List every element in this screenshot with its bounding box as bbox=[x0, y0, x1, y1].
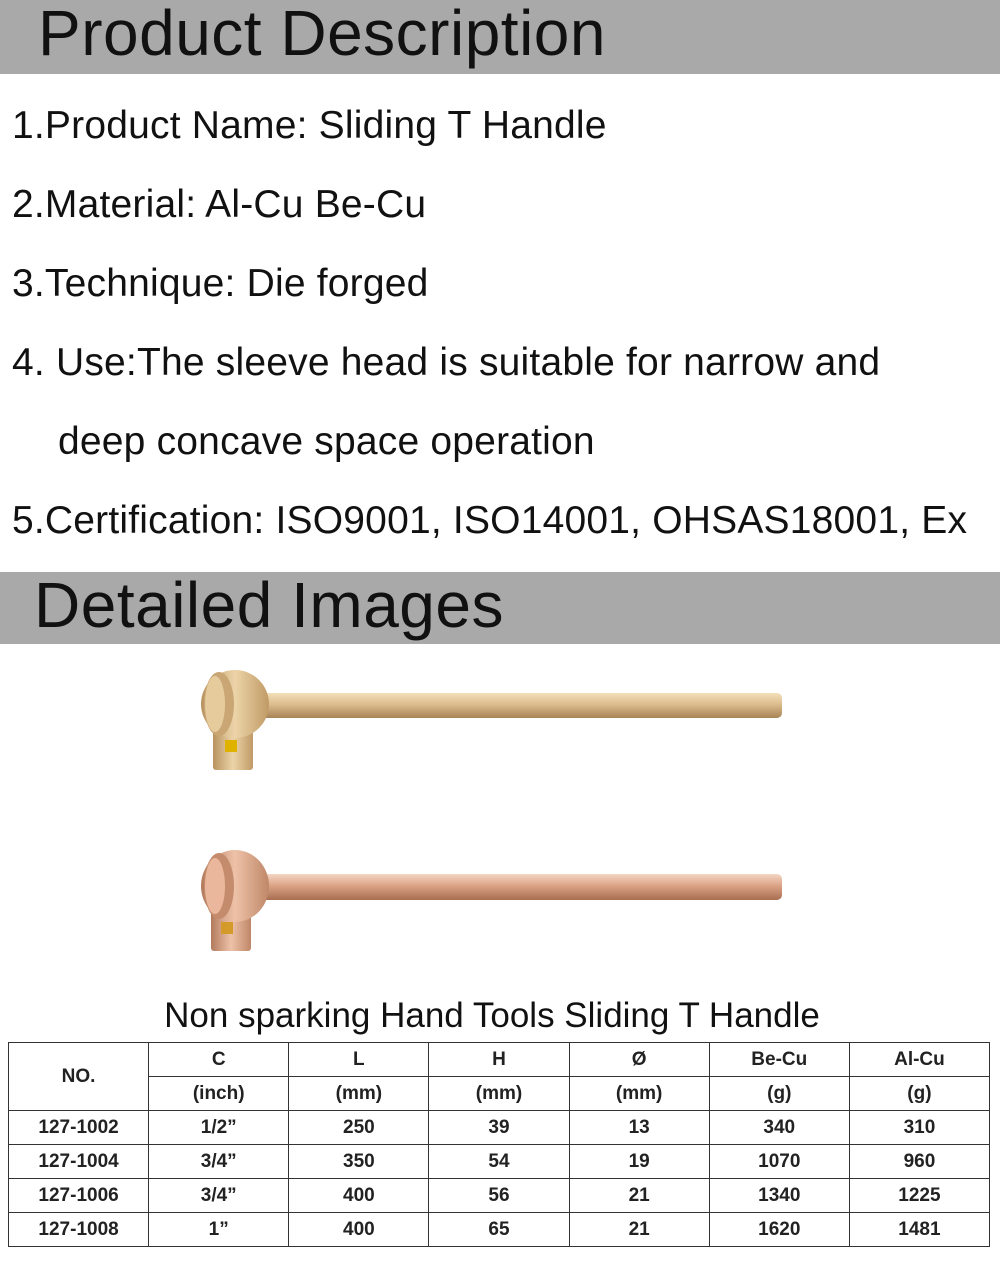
table-row bbox=[9, 1213, 990, 1247]
table-cell: 65 bbox=[429, 1213, 569, 1247]
table-cell: 39 bbox=[429, 1111, 569, 1145]
detailed-images-banner bbox=[0, 569, 1000, 644]
table-cell: 400 bbox=[289, 1179, 429, 1213]
table-cell: 13 bbox=[569, 1111, 709, 1145]
table-cell: 3/4” bbox=[149, 1179, 289, 1213]
header-cell: C bbox=[149, 1043, 289, 1077]
be-cu-sliding-t-handle-image bbox=[195, 842, 795, 957]
table-cell: 21 bbox=[569, 1213, 709, 1247]
table-cell: 400 bbox=[289, 1213, 429, 1247]
header-cell: L bbox=[289, 1043, 429, 1077]
header-no: NO. bbox=[9, 1043, 149, 1111]
table-cell: 127-1008 bbox=[9, 1213, 149, 1247]
table-cell: 127-1002 bbox=[9, 1111, 149, 1145]
unit-cell: (inch) bbox=[149, 1077, 289, 1111]
product-description-heading: Product Description bbox=[38, 0, 606, 69]
unit-cell: (mm) bbox=[569, 1077, 709, 1111]
table-cell: 1340 bbox=[709, 1179, 849, 1213]
table-cell: 350 bbox=[289, 1145, 429, 1179]
header-cell: H bbox=[429, 1043, 569, 1077]
use-line-continued: deep concave space operation bbox=[58, 420, 595, 463]
table-cell: 1225 bbox=[849, 1179, 989, 1213]
unit-cell: (g) bbox=[709, 1077, 849, 1111]
certification-line: 5.Certification: ISO9001, ISO14001, OHSAS18001, Ex bbox=[12, 499, 968, 542]
table-cell: 250 bbox=[289, 1111, 429, 1145]
table-row bbox=[9, 1111, 990, 1145]
table-row bbox=[9, 1145, 990, 1179]
table-cell: 54 bbox=[429, 1145, 569, 1179]
table-cell: 960 bbox=[849, 1145, 989, 1179]
table-cell: 1” bbox=[149, 1213, 289, 1247]
al-cu-sliding-t-handle-image bbox=[195, 664, 795, 774]
header-cell: Ø bbox=[569, 1043, 709, 1077]
spec-table bbox=[8, 1042, 990, 1247]
spec-table-title: Non sparking Hand Tools Sliding T Handle bbox=[164, 996, 820, 1035]
table-cell: 1/2” bbox=[149, 1111, 289, 1145]
product-name-line: 1.Product Name: Sliding T Handle bbox=[12, 104, 607, 147]
table-cell: 127-1006 bbox=[9, 1179, 149, 1213]
unit-cell: (mm) bbox=[289, 1077, 429, 1111]
unit-cell: (mm) bbox=[429, 1077, 569, 1111]
table-cell: 127-1004 bbox=[9, 1145, 149, 1179]
table-cell: 21 bbox=[569, 1179, 709, 1213]
table-cell: 3/4” bbox=[149, 1145, 289, 1179]
table-cell: 56 bbox=[429, 1179, 569, 1213]
table-header-row bbox=[9, 1043, 990, 1077]
detailed-images-heading: Detailed Images bbox=[34, 569, 504, 641]
table-cell: 1070 bbox=[709, 1145, 849, 1179]
material-line: 2.Material: Al-Cu Be-Cu bbox=[12, 183, 427, 226]
table-cell: 340 bbox=[709, 1111, 849, 1145]
table-cell: 310 bbox=[849, 1111, 989, 1145]
table-cell: 1620 bbox=[709, 1213, 849, 1247]
table-units-row bbox=[9, 1077, 990, 1111]
header-cell: Al-Cu bbox=[849, 1043, 989, 1077]
table-cell: 19 bbox=[569, 1145, 709, 1179]
table-row bbox=[9, 1179, 990, 1213]
product-description-banner bbox=[0, 0, 1000, 74]
header-cell: Be-Cu bbox=[709, 1043, 849, 1077]
unit-cell: (g) bbox=[849, 1077, 989, 1111]
technique-line: 3.Technique: Die forged bbox=[12, 262, 429, 305]
table-cell: 1481 bbox=[849, 1213, 989, 1247]
use-line: 4. Use:The sleeve head is suitable for narrow and bbox=[12, 341, 881, 384]
